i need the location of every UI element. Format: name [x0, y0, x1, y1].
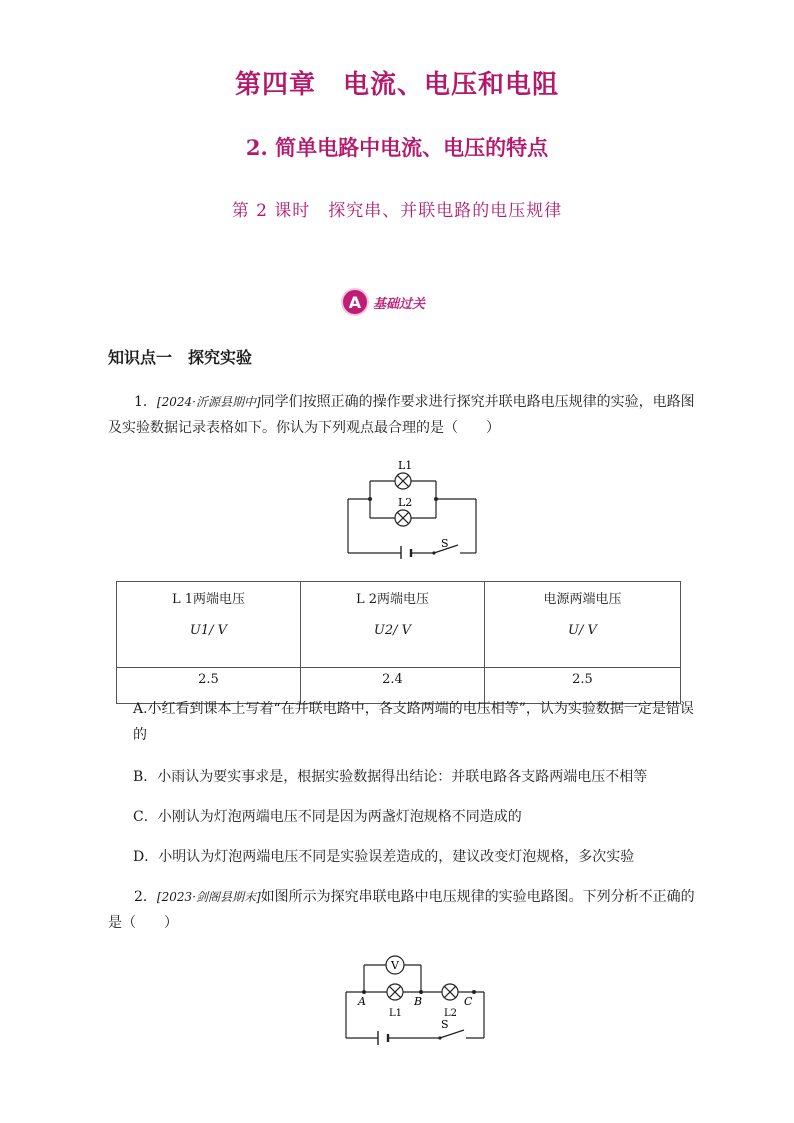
knowledge-point-title: 知识点一 探究实验 [108, 348, 253, 367]
table-header-row [117, 582, 681, 668]
option-b: B．小雨认为要实事求是，根据实验数据得出结论：并联电路各支路两端电压不相等 [133, 769, 648, 785]
header-source-voltage: 电源两端电压 [543, 592, 622, 607]
option-d: D．小明认为灯泡两端电压不同是实验误差造成的，建议改变灯泡规格，多次实验 [133, 849, 635, 865]
lesson-title: 第 2 课时 探究串、并联电路的电压规律 [231, 201, 563, 221]
parallel-circuit-diagram [340, 455, 490, 559]
series-circuit-diagram [340, 952, 490, 1050]
table-header-cell [300, 582, 484, 668]
point-a-label: A [358, 995, 366, 1008]
switch-label: S [441, 1018, 449, 1031]
lamp-l2-label: L2 [444, 1008, 458, 1019]
lamp-l1-label: L1 [398, 459, 413, 472]
badge-letter: A [343, 290, 367, 314]
question-text: 同学们按照正确的操作要求进行探究并联电路电压规律的实验，电路图及实验数据记录表格如下。你认为下列观点最合理的是（ ） [108, 394, 695, 436]
question-2 [108, 884, 696, 936]
question-source: [2024·沂源县期中] [156, 395, 261, 409]
switch-label: S [441, 537, 449, 550]
table-header-cell [484, 582, 680, 668]
question-number: 2． [134, 889, 157, 905]
point-b-label: B [414, 995, 423, 1008]
value-source: 2.5 [484, 668, 680, 704]
badge-text: 基础过关 [373, 296, 426, 312]
unit-u1: U1/ V [189, 623, 228, 638]
header-l1-voltage: L 1两端电压 [171, 592, 246, 607]
point-c-label: C [464, 995, 473, 1008]
lamp-l2-label: L2 [398, 496, 413, 509]
question-number: 1． [134, 394, 157, 410]
option-a: A.小红看到课本上写着“在并联电路中，各支路两端的电压相等”，认为实验数据一定是错误的 [133, 701, 694, 743]
unit-u2: U2/ V [373, 623, 412, 638]
question-1 [108, 389, 696, 441]
lamp-l1-label: L1 [389, 1008, 403, 1019]
option-c: C．小刚认为灯泡两端电压不同是因为两盏灯泡规格不同造成的 [133, 809, 522, 825]
value-l2: 2.4 [300, 668, 484, 704]
basic-level-badge [343, 290, 425, 314]
question-text: 如图所示为探究串联电路中电压规律的实验电路图。下列分析不正确的是（ ） [108, 889, 695, 931]
header-l2-voltage: L 2两端电压 [355, 592, 429, 607]
unit-u: U/ V [568, 623, 597, 638]
voltage-data-table [116, 581, 681, 704]
chapter-title: 第四章 电流、电压和电阻 [234, 70, 559, 100]
table-header-cell [117, 582, 301, 668]
value-l1: 2.5 [117, 668, 301, 704]
question-source: [2023·剑阁县期末] [156, 890, 261, 904]
section-title: 2. 简单电路中电流、电压的特点 [245, 135, 549, 160]
voltmeter-label: V [391, 959, 399, 972]
